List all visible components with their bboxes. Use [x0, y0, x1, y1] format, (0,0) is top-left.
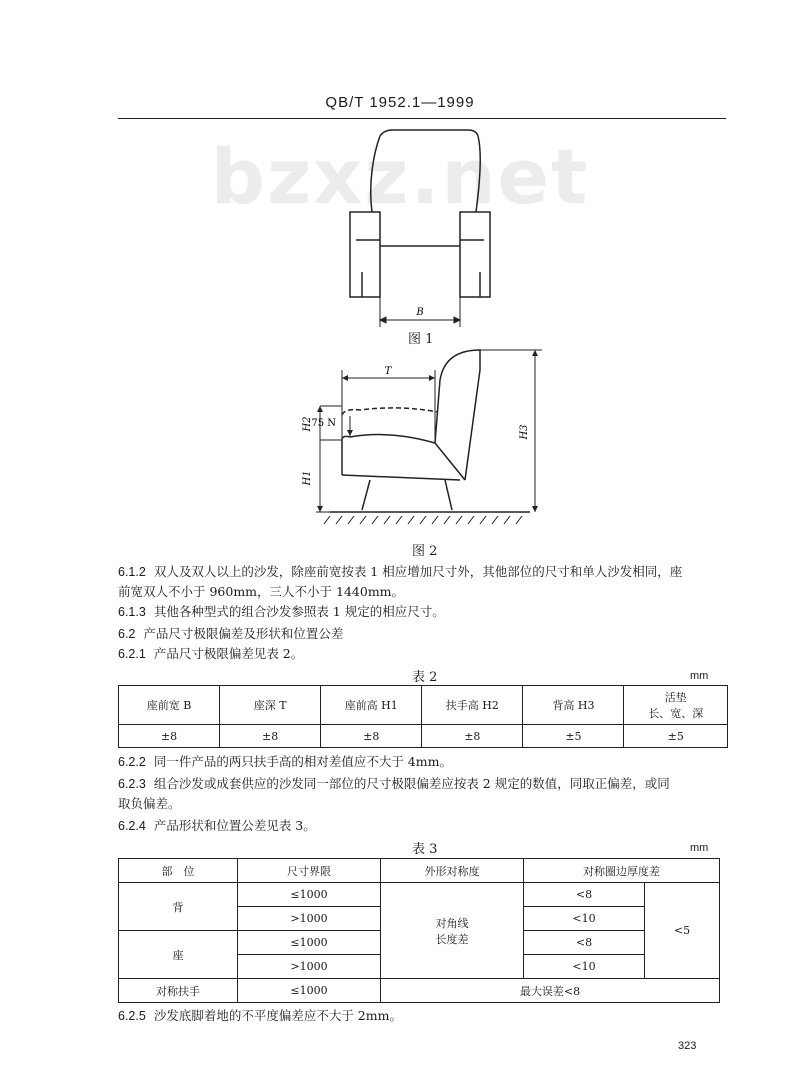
table-cell: ≤1000 [238, 931, 381, 955]
dimension-h2-label: H2 [302, 416, 313, 432]
page-number: 323 [678, 1040, 697, 1052]
dimension-b-label: B [416, 307, 424, 318]
table-2 [118, 685, 728, 748]
table-cell: <5 [645, 883, 720, 979]
table-row [119, 979, 720, 1003]
clause-6-2-5: 6.2.5 沙发底脚着地的不平度偏差应不大于 2mm。 [118, 1008, 402, 1023]
running-header: QB/T 1952.1—1999 [325, 94, 475, 111]
force-label: 75 N [311, 418, 336, 429]
clause-6-2-1: 6.2.1 产品尺寸极限偏差见表 2。 [118, 646, 304, 661]
table-cell: <10 [524, 955, 645, 979]
table-cell: ±5 [624, 725, 728, 748]
clause-6-2: 6.2 产品尺寸极限偏差及形状和位置公差 [118, 626, 344, 641]
table-cell: ±8 [321, 725, 422, 748]
table-cell: <8 [524, 883, 645, 907]
clause-number: 6.2.5 [118, 1009, 146, 1023]
clause-6-1-3: 6.1.3 其他各种型式的组合沙发参照表 1 规定的相应尺寸。 [118, 604, 445, 619]
clause-6-2-3: 6.2.3 组合沙发或成套供应的沙发同一部位的尺寸极限偏差应按表 2 规定的数值，同取正偏差，或同 取负偏差。 [118, 776, 670, 811]
clause-6-1-2: 6.1.2 双人及双人以上的沙发，除座前宽按表 1 相应增加尺寸外，其他部位的尺寸和单人沙发相同，座 前宽双人不小于 960mm，三人不小于 1440mm。 [118, 564, 683, 599]
table-cell: ±8 [422, 725, 523, 748]
table-header-cell: 尺寸界限 [238, 859, 381, 883]
clause-6-2-2: 6.2.2 同一件产品的两只扶手高的相对差值应不大于 4mm。 [118, 754, 452, 769]
table-cell: 最大误差<8 [381, 979, 720, 1003]
table-cell: 对角线 长度差 [381, 883, 524, 979]
table-3-unit: mm [690, 842, 709, 854]
clause-number: 6.2.3 [118, 777, 146, 791]
table-header-cell: 活垫 长、宽、深 [624, 686, 728, 725]
table-header-cell: 座前高 H1 [321, 686, 422, 725]
table-row [119, 686, 728, 725]
table-cell: ±8 [119, 725, 220, 748]
table-cell: <10 [524, 907, 645, 931]
table-row [119, 883, 720, 907]
table-header-cell: 外形对称度 [381, 859, 524, 883]
table-cell: 座 [119, 931, 238, 979]
table-cell: ±8 [220, 725, 321, 748]
table-header-cell: 背高 H3 [523, 686, 624, 725]
table-header-cell: 座前宽 B [119, 686, 220, 725]
figure-1-caption: 图 1 [408, 332, 434, 347]
table-cell: 背 [119, 883, 238, 931]
table-2-unit: mm [690, 670, 709, 682]
clause-number: 6.2.2 [118, 755, 146, 769]
dimension-h1-label: H1 [302, 470, 313, 486]
figure-2-caption: 图 2 [412, 544, 438, 559]
dimension-h3-label: H3 [519, 424, 530, 440]
clause-number: 6.1.3 [118, 605, 146, 619]
table-cell: ±5 [523, 725, 624, 748]
watermark: bzxz.net [210, 132, 590, 221]
clause-number: 6.2.4 [118, 819, 146, 833]
table-cell: >1000 [238, 907, 381, 931]
clause-number: 6.1.2 [118, 565, 146, 579]
table-header-cell: 部 位 [119, 859, 238, 883]
table-3 [118, 858, 720, 1003]
dimension-t-label: T [384, 366, 392, 377]
figure-1-front-view [340, 122, 500, 344]
clause-6-2-4: 6.2.4 产品形状和位置公差见表 3。 [118, 818, 316, 833]
table-row [119, 859, 720, 883]
table-cell: ≤1000 [238, 883, 381, 907]
clause-number: 6.2.1 [118, 647, 146, 661]
table-header-cell: 扶手高 H2 [422, 686, 523, 725]
table-cell: ≤1000 [238, 979, 381, 1003]
table-header-cell: 座深 T [220, 686, 321, 725]
table-3-title: 表 3 [412, 842, 438, 857]
table-2-title: 表 2 [412, 670, 438, 685]
table-row [119, 725, 728, 748]
table-cell: 对称扶手 [119, 979, 238, 1003]
clause-number: 6.2 [118, 627, 136, 641]
header-rule [118, 118, 726, 119]
table-cell: <8 [524, 931, 645, 955]
table-header-cell: 对称圈边厚度差 [524, 859, 720, 883]
table-cell: >1000 [238, 955, 381, 979]
figure-2-side-view [290, 340, 550, 525]
